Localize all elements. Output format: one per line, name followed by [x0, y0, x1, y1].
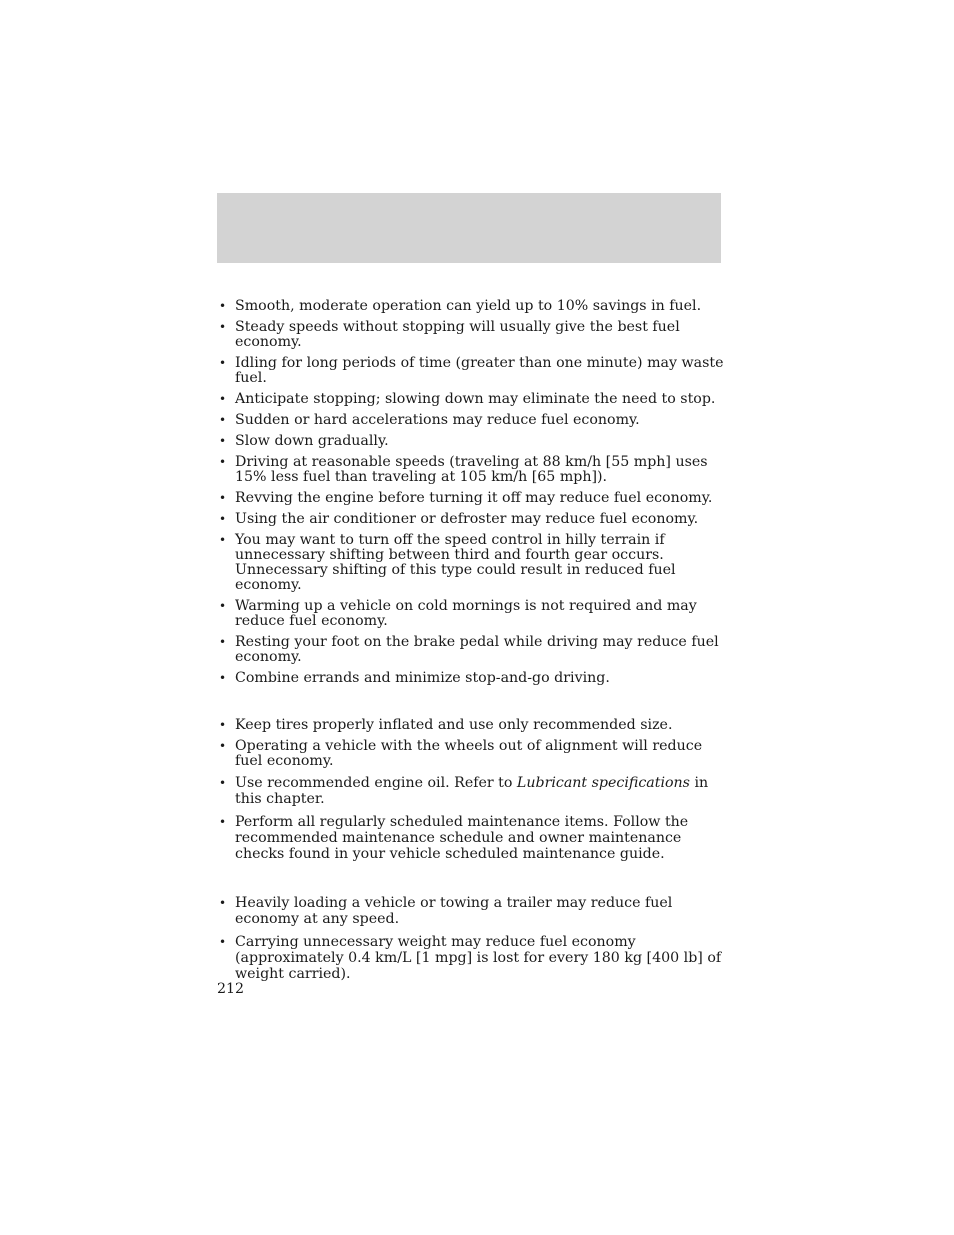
- list-item-text-end: in this chapter.: [235, 775, 709, 807]
- list-item: [217, 491, 725, 506]
- list-item: [217, 599, 725, 629]
- list-item: [217, 356, 725, 386]
- list-item-text: Using the air conditioner or defroster may reduce fuel economy.: [235, 511, 699, 527]
- maintenance-tips-list: [217, 718, 725, 869]
- bullet-icon: •: [219, 815, 227, 829]
- section-header-band: [217, 193, 721, 263]
- list-item-text: Keep tires properly inflated and use only recommended size.: [235, 717, 673, 733]
- list-item-text: Warming up a vehicle on cold mornings is not required and may reduce fuel economy.: [235, 598, 697, 629]
- list-item-text: Combine errands and minimize stop-and-go driving.: [235, 670, 610, 686]
- lubricant-specifications-reference: Lubricant specifications: [516, 775, 690, 791]
- list-item: [217, 718, 725, 733]
- list-item: [217, 533, 725, 593]
- bullet-icon: •: [219, 896, 227, 910]
- bullet-icon: •: [219, 935, 227, 949]
- list-item: [217, 814, 725, 862]
- loading-tips-list: [217, 895, 725, 989]
- list-item: [217, 413, 725, 428]
- bullet-icon: •: [219, 320, 227, 334]
- bullet-icon: •: [219, 599, 227, 613]
- list-item: [217, 775, 725, 807]
- bullet-icon: •: [219, 299, 227, 313]
- list-item-text: Smooth, moderate operation can yield up to 10% savings in fuel.: [235, 298, 702, 314]
- list-item-text: Resting your foot on the brake pedal while driving may reduce fuel economy.: [235, 634, 719, 665]
- list-item: [217, 934, 725, 982]
- bullet-icon: •: [219, 434, 227, 448]
- list-item-text: Sudden or hard accelerations may reduce fuel economy.: [235, 412, 640, 428]
- bullet-icon: •: [219, 671, 227, 685]
- list-item-text: Anticipate stopping; slowing down may eliminate the need to stop.: [235, 391, 716, 407]
- bullet-icon: •: [219, 491, 227, 505]
- list-item-text: Carrying unnecessary weight may reduce fuel economy (approximately 0.4 km/L [1 mpg] is lost for every 180 kg [400 lb] of weight carried).: [235, 934, 722, 982]
- page-number: 212: [217, 981, 245, 997]
- list-item: [217, 739, 725, 769]
- list-item-text: Steady speeds without stopping will usually give the best fuel economy.: [235, 319, 680, 350]
- list-item: [217, 455, 725, 485]
- list-item-text: Perform all regularly scheduled maintenance items. Follow the recommended maintenance schedule and owner maintenance checks found in your vehicle scheduled maintenance guide.: [235, 814, 689, 862]
- list-item-text: Operating a vehicle with the wheels out of alignment will reduce fuel economy.: [235, 738, 703, 769]
- bullet-icon: •: [219, 455, 227, 469]
- list-item: [217, 512, 725, 527]
- bullet-icon: •: [219, 739, 227, 753]
- bullet-icon: •: [219, 533, 227, 547]
- list-item: [217, 434, 725, 449]
- list-item: [217, 671, 725, 686]
- list-item: [217, 392, 725, 407]
- bullet-icon: •: [219, 635, 227, 649]
- list-item: [217, 320, 725, 350]
- list-item-text: Revving the engine before turning it off may reduce fuel economy.: [235, 490, 713, 506]
- driving-tips-list: [217, 299, 725, 692]
- list-item-text: Slow down gradually.: [235, 433, 389, 449]
- list-item-text: Heavily loading a vehicle or towing a trailer may reduce fuel economy at any speed.: [235, 895, 673, 927]
- list-item: [217, 299, 725, 314]
- bullet-icon: •: [219, 718, 227, 732]
- list-item-text: Idling for long periods of time (greater than one minute) may waste fuel.: [235, 355, 724, 386]
- bullet-icon: •: [219, 356, 227, 370]
- bullet-icon: •: [219, 392, 227, 406]
- list-item: [217, 635, 725, 665]
- bullet-icon: •: [219, 776, 227, 790]
- bullet-icon: •: [219, 512, 227, 526]
- list-item-text-start: Use recommended engine oil. Refer to: [235, 775, 517, 791]
- bullet-icon: •: [219, 413, 227, 427]
- list-item: [217, 895, 725, 927]
- list-item-text: You may want to turn off the speed control in hilly terrain if unnecessary shifting between third and fourth gear occurs. Unnecessary shifting of this type could result in reduced fuel economy.: [235, 532, 676, 593]
- list-item-text: Driving at reasonable speeds (traveling at 88 km/h [55 mph] uses 15% less fuel than traveling at 105 km/h [65 mph]).: [235, 454, 708, 485]
